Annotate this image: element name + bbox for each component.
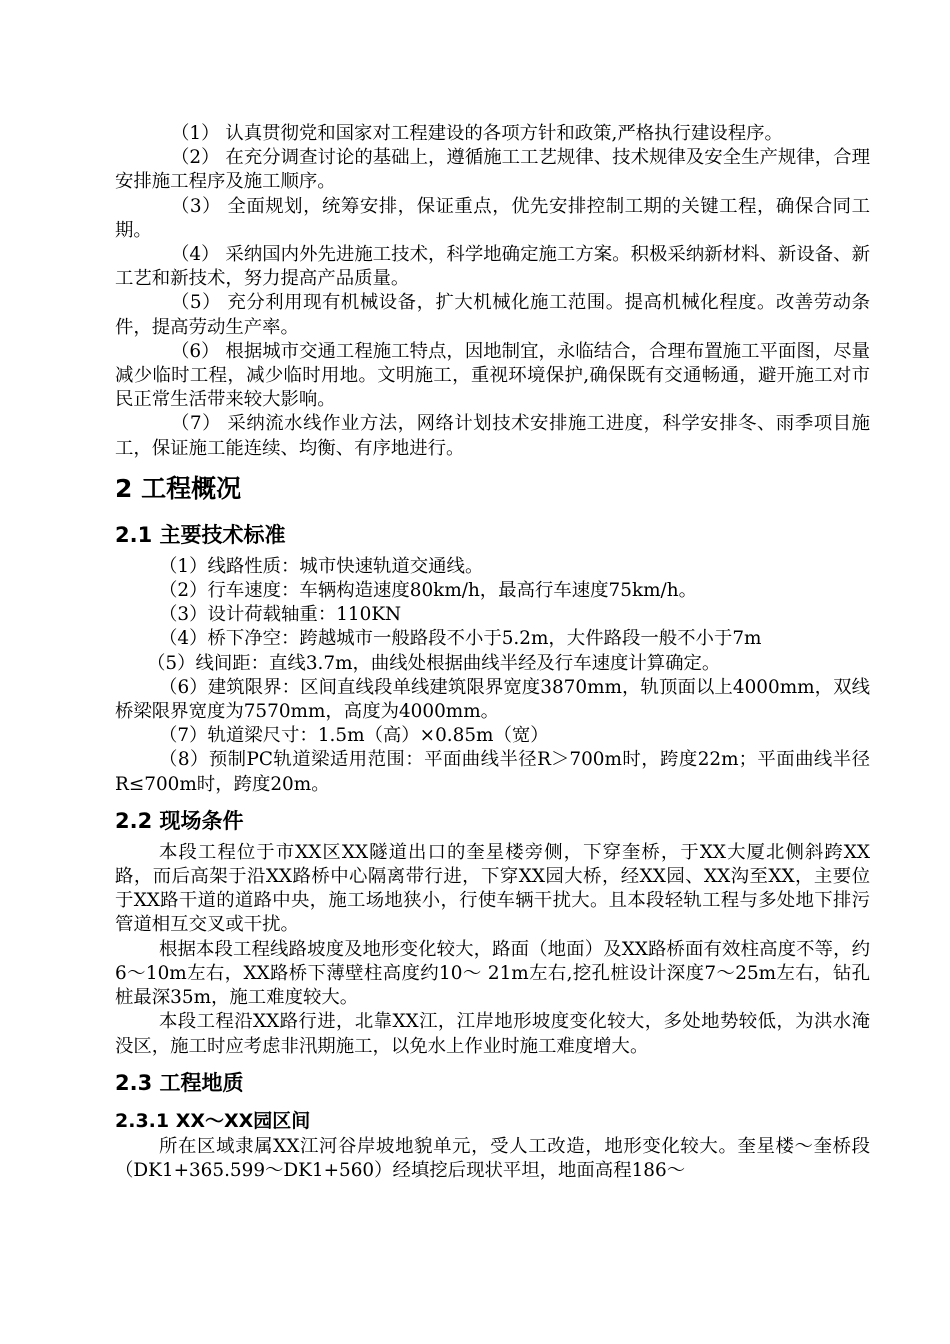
standard-item: （8）预制PC轨道梁适用范围：平面曲线半径R＞700m时，跨度22m；平面曲线半径R≤700m时，跨度20m。 bbox=[115, 749, 870, 795]
subsection-title: 2.3 工程地质 bbox=[115, 1070, 244, 1095]
principle-item: （1） 认真贯彻党和国家对工程建设的各项方针和政策,严格执行建设程序。 bbox=[171, 123, 783, 144]
standard-item: （7）轨道梁尺寸：1.5m（高）×0.85m（宽） bbox=[159, 725, 549, 747]
standard-item: （2）行车速度：车辆构造速度80km/h，最高行车速度75km/h。 bbox=[159, 580, 697, 602]
principle-item: （5） 充分利用现有机械设备，扩大机械化施工范围。提高机械化程度。改善劳动条件，提高劳动生产率。 bbox=[115, 292, 870, 338]
section-title: 2 工程概况 bbox=[115, 473, 242, 503]
subsection-title: 2.1 主要技术标准 bbox=[115, 522, 286, 547]
subsection-title: 2.2 现场条件 bbox=[115, 808, 244, 833]
body-paragraph: 所在区域隶属XX江河谷岸坡地貌单元，受人工改造，地形变化较大。奎星楼～奎桥段（DK1+365.599～DK1+560）经填挖后现状平坦，地面高程186～ bbox=[115, 1135, 870, 1181]
principle-item: （6） 根据城市交通工程施工特点，因地制宜，永临结合，合理布置施工平面图，尽量减少临时工程，减少临时用地。文明施工，重视环境保护,确保既有交通畅通，避开施工对市民正常生活带来较大影响。 bbox=[115, 340, 870, 411]
standard-item: （4）桥下净空：跨越城市一般路段不小于5.2m，大件路段一般不小于7m bbox=[159, 628, 762, 650]
principle-item: （3） 全面规划，统筹安排，保证重点，优先安排控制工期的关键工程，确保合同工期。 bbox=[115, 195, 870, 241]
document-page bbox=[115, 122, 870, 1183]
principle-item: （7） 采纳流水线作业方法，网络计划技术安排施工进度，科学安排冬、雨季项目施工，保证施工能连续、均衡、有序地进行。 bbox=[115, 413, 870, 459]
body-paragraph: 本段工程位于市XX区XX隧道出口的奎星楼旁侧，下穿奎桥，于XX大厦北侧斜跨XX路，而后高架于沿XX路桥中心隔离带行进，下穿XX园大桥，经XX园、XX沟至XX，主要位于XX路干道的道路中央，施工场地狭小，行使车辆干扰大。且本段轻轨工程与多处地下排污管道相互交叉或干扰。 bbox=[115, 841, 870, 936]
principle-item: （2） 在充分调查讨论的基础上，遵循施工工艺规律、技术规律及安全生产规律，合理安排施工程序及施工顺序。 bbox=[115, 147, 870, 193]
standard-item: （5）线间距：直线3.7m，曲线处根据曲线半经及行车速度计算确定。 bbox=[147, 652, 721, 674]
standard-item: （3）设计荷载轴重：110KN bbox=[159, 604, 402, 626]
sub-subsection-title: 2.3.1 XX～XX园区间 bbox=[115, 1109, 311, 1132]
standard-item: （1）线路性质：城市快速轨道交通线。 bbox=[159, 555, 484, 577]
body-paragraph: 本段工程沿XX路行进，北靠XX江，江岸地形坡度变化较大，多处地势较低，为洪水淹没区，施工时应考虑非汛期施工，以免水上作业时施工难度增大。 bbox=[115, 1011, 870, 1057]
standard-item: （6）建筑限界：区间直线段单线建筑限界宽度3870mm，轨顶面以上4000mm，双线桥梁限界宽度为7570mm，高度为4000mm。 bbox=[115, 676, 870, 723]
body-paragraph: 根据本段工程线路坡度及地形变化较大，路面（地面）及XX路桥面有效柱高度不等，约6～10m左右，XX路桥下薄壁柱高度约10～ 21m左右,挖孔桩设计深度7～25m左右，钻孔桩最深35m，施工难度较大。 bbox=[115, 938, 870, 1009]
principle-item: （4） 采纳国内外先进施工技术，科学地确定施工方案。积极采纳新材料、新设备、新工艺和新技术，努力提高产品质量。 bbox=[115, 244, 870, 290]
